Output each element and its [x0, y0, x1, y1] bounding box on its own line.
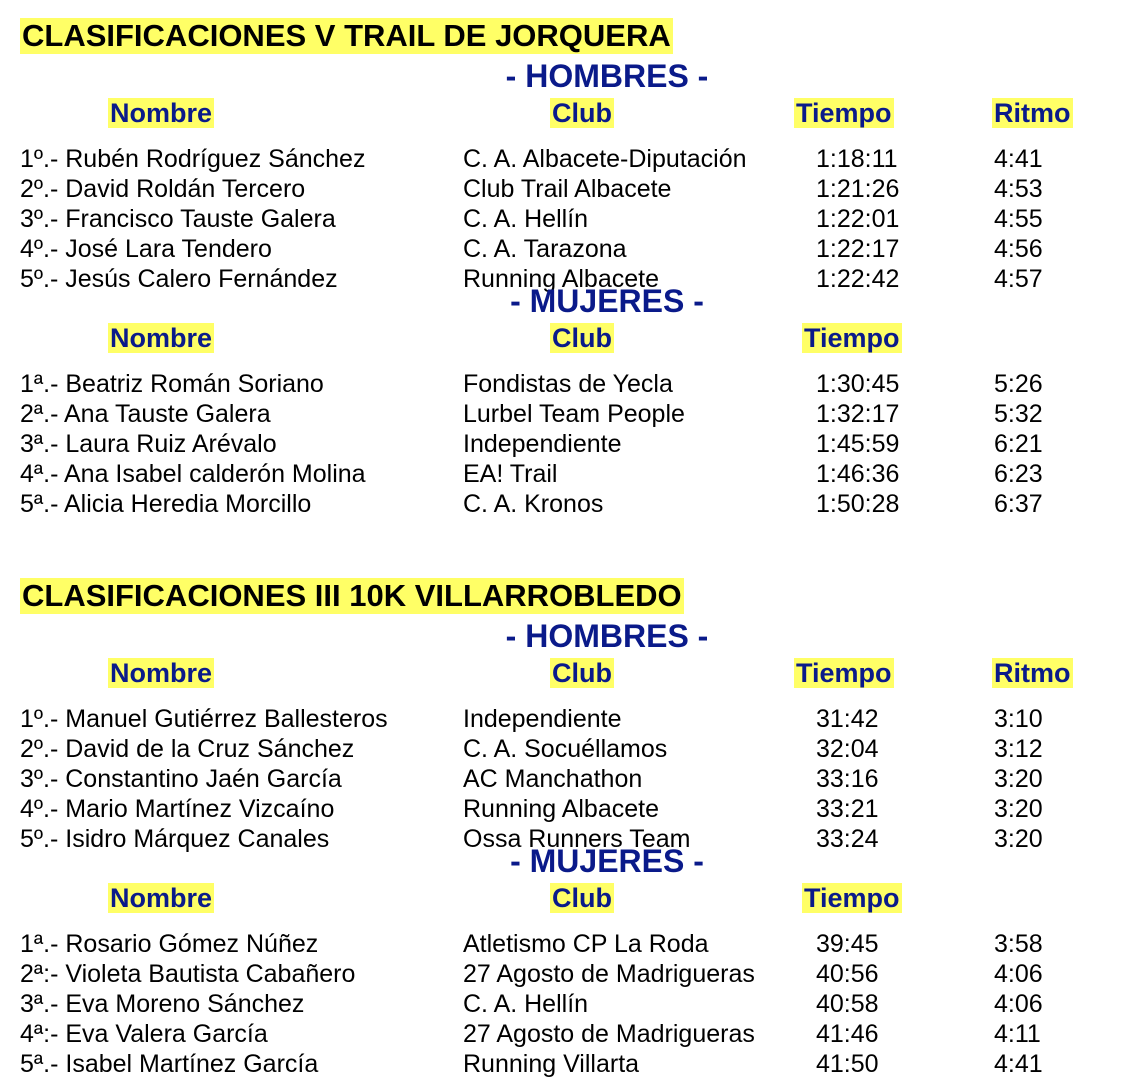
column-header-time: Tiempo — [796, 658, 892, 688]
group-heading: - HOMBRES - — [505, 618, 709, 654]
group-heading: - HOMBRES - — [505, 58, 709, 94]
column-header-time: Tiempo — [804, 323, 900, 353]
table-row — [0, 929, 1132, 959]
club-name: AC Manchathon — [463, 765, 643, 793]
pace-value: 3:10 — [994, 705, 1043, 733]
column-header-name: Nombre — [110, 98, 213, 128]
pace-value: 4:06 — [994, 960, 1043, 988]
finish-time: 41:46 — [816, 1020, 879, 1048]
table-row — [0, 1049, 1132, 1079]
finish-time: 40:58 — [816, 990, 879, 1018]
finish-time: 39:45 — [816, 930, 879, 958]
pace-value: 6:21 — [994, 430, 1043, 458]
table-row — [0, 1019, 1132, 1049]
club-name: C. A. Hellín — [463, 990, 589, 1018]
column-header-club: Club — [552, 658, 612, 688]
column-header-pace: Ritmo — [994, 98, 1071, 128]
table-row — [0, 174, 1132, 204]
club-name: Lurbel Team People — [463, 400, 685, 428]
runner-name: 3ª.- Eva Moreno Sánchez — [20, 990, 305, 1018]
club-name: 27 Agosto de Madrigueras — [463, 1020, 755, 1048]
runner-name: 5ª.- Alicia Heredia Morcillo — [20, 490, 312, 518]
column-header-club: Club — [552, 98, 612, 128]
pace-value: 4:57 — [994, 265, 1043, 293]
table-row — [0, 764, 1132, 794]
club-name: Independiente — [463, 705, 622, 733]
pace-value: 4:11 — [994, 1020, 1041, 1048]
section-title: CLASIFICACIONES III 10K VILLARROBLEDO — [22, 578, 682, 613]
column-header-time: Tiempo — [804, 883, 900, 913]
finish-time: 1:50:28 — [816, 490, 900, 518]
runner-name: 4º.- José Lara Tendero — [20, 235, 272, 263]
runner-name: 1º.- Manuel Gutiérrez Ballesteros — [20, 705, 388, 733]
table-row — [0, 794, 1132, 824]
pace-value: 6:23 — [994, 460, 1043, 488]
pace-value: 4:53 — [994, 175, 1043, 203]
column-header-name: Nombre — [110, 658, 213, 688]
table-row — [0, 204, 1132, 234]
column-header-time: Tiempo — [796, 98, 892, 128]
runner-name: 2ª.- Ana Tauste Galera — [20, 400, 271, 428]
section-title: CLASIFICACIONES V TRAIL DE JORQUERA — [22, 18, 671, 53]
runner-name: 5º.- Jesús Calero Fernández — [20, 265, 338, 293]
pace-value: 5:26 — [994, 370, 1043, 398]
table-row — [0, 459, 1132, 489]
finish-time: 31:42 — [816, 705, 879, 733]
finish-time: 1:45:59 — [816, 430, 900, 458]
pace-value: 3:58 — [994, 930, 1043, 958]
club-name: C. A. Hellín — [463, 205, 589, 233]
finish-time: 41:50 — [816, 1050, 879, 1078]
runner-name: 3ª.- Laura Ruiz Arévalo — [20, 430, 277, 458]
table-row — [0, 369, 1132, 399]
club-name: Running Villarta — [463, 1050, 640, 1078]
club-name: Ossa Runners Team — [463, 825, 691, 853]
club-name: Running Albacete — [463, 795, 659, 823]
pace-value: 3:20 — [994, 765, 1043, 793]
finish-time: 1:18:11 — [816, 145, 898, 173]
runner-name: 4ª.- Ana Isabel calderón Molina — [20, 460, 366, 488]
club-name: Fondistas de Yecla — [463, 370, 673, 398]
pace-value: 3:20 — [994, 825, 1043, 853]
club-name: Independiente — [463, 430, 622, 458]
pace-value: 3:12 — [994, 735, 1043, 763]
column-header-name: Nombre — [110, 323, 213, 353]
table-row — [0, 399, 1132, 429]
pace-value: 4:56 — [994, 235, 1043, 263]
column-header-pace: Ritmo — [994, 658, 1071, 688]
pace-value: 3:20 — [994, 795, 1043, 823]
runner-name: 4º.- Mario Martínez Vizcaíno — [20, 795, 335, 823]
table-row — [0, 989, 1132, 1019]
table-row — [0, 734, 1132, 764]
runner-name: 5ª.- Isabel Martínez García — [20, 1050, 319, 1078]
pace-value: 5:32 — [994, 400, 1043, 428]
table-row — [0, 959, 1132, 989]
club-name: EA! Trail — [463, 460, 558, 488]
column-header-club: Club — [552, 883, 612, 913]
group-heading: - MUJERES - — [510, 283, 704, 319]
finish-time: 40:56 — [816, 960, 879, 988]
table-row — [0, 144, 1132, 174]
pace-value: 6:37 — [994, 490, 1043, 518]
group-heading: - MUJERES - — [510, 843, 704, 879]
club-name: C. A. Albacete-Diputación — [463, 145, 747, 173]
runner-name: 1ª.- Beatriz Román Soriano — [20, 370, 324, 398]
finish-time: 1:22:17 — [816, 235, 900, 263]
club-name: C. A. Tarazona — [463, 235, 627, 263]
finish-time: 1:32:17 — [816, 400, 900, 428]
runner-name: 1º.- Rubén Rodríguez Sánchez — [20, 145, 366, 173]
runner-name: 2º.- David Roldán Tercero — [20, 175, 306, 203]
runner-name: 4ª:- Eva Valera García — [20, 1020, 268, 1048]
club-name: Club Trail Albacete — [463, 175, 672, 203]
finish-time: 1:30:45 — [816, 370, 900, 398]
table-row — [0, 234, 1132, 264]
club-name: C. A. Socuéllamos — [463, 735, 668, 763]
pace-value: 4:41 — [994, 145, 1043, 173]
column-header-name: Nombre — [110, 883, 213, 913]
pace-value: 4:06 — [994, 990, 1043, 1018]
runner-name: 2º.- David de la Cruz Sánchez — [20, 735, 355, 763]
club-name: C. A. Kronos — [463, 490, 604, 518]
finish-time: 32:04 — [816, 735, 879, 763]
runner-name: 3º.- Francisco Tauste Galera — [20, 205, 336, 233]
pace-value: 4:41 — [994, 1050, 1043, 1078]
finish-time: 33:21 — [816, 795, 879, 823]
runner-name: 1ª.- Rosario Gómez Núñez — [20, 930, 319, 958]
club-name: Running Albacete — [463, 265, 659, 293]
finish-time: 33:24 — [816, 825, 879, 853]
column-header-club: Club — [552, 323, 612, 353]
club-name: Atletismo CP La Roda — [463, 930, 709, 958]
pace-value: 4:55 — [994, 205, 1043, 233]
finish-time: 1:22:42 — [816, 265, 900, 293]
runner-name: 2ª:- Violeta Bautista Cabañero — [20, 960, 356, 988]
finish-time: 33:16 — [816, 765, 879, 793]
table-row — [0, 704, 1132, 734]
finish-time: 1:46:36 — [816, 460, 900, 488]
finish-time: 1:22:01 — [816, 205, 900, 233]
table-row — [0, 489, 1132, 519]
table-row — [0, 429, 1132, 459]
runner-name: 5º.- Isidro Márquez Canales — [20, 825, 330, 853]
runner-name: 3º.- Constantino Jaén García — [20, 765, 342, 793]
finish-time: 1:21:26 — [816, 175, 900, 203]
club-name: 27 Agosto de Madrigueras — [463, 960, 755, 988]
